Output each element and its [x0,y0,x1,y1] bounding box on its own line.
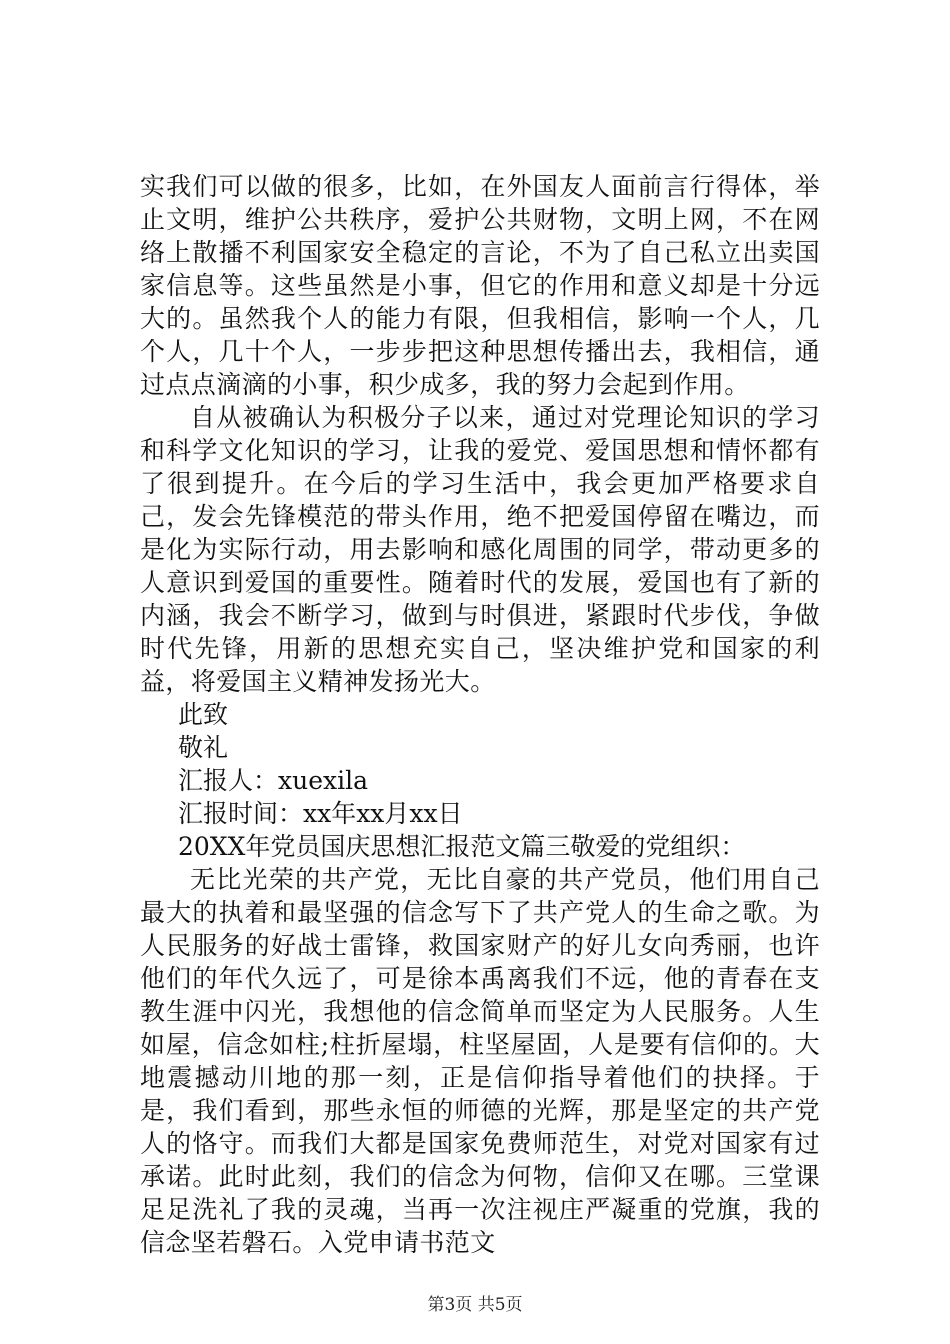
report-time-line: 汇报时间：xx年xx月xx日 [178,799,463,828]
page-footer [0,1290,950,1315]
paragraph-continued: 实我们可以做的很多，比如，在外国友人面前言行得体，举止文明，维护公共秩序，爱护公共财物，文明上网，不在网络上散播不利国家安全稳定的言论，不为了自己私立出卖国家信息等。这些虽然是小事，但它的作用和意义却是十分远大的。虽然我个人的能力有限，但我相信，影响一个人，几个人，几十个人，一步步把这种思想传播出去，我相信，通过点点滴滴的小事，积少成多，我的努力会起到作用。 [140,172,820,399]
paragraph-party-faith: 无比光荣的共产党，无比自豪的共产党员，他们用自己最大的执着和最坚强的信念写下了共产党人的生命之歌。为人民服务的好战士雷锋，救国家财产的好儿女向秀丽，也许他们的年代久远了，可是徐本禹离我们不远，他的青春在支教生涯中闪光，我想他的信念简单而坚定为人民服务。人生如屋，信念如柱;柱折屋塌，柱坚屋固，人是要有信仰的。大地震撼动川地的那一刻，正是信仰指导着他们的抉择。于是，我们看到，那些永恒的师德的光辉，那是坚定的共产党人的恪守。而我们大都是国家免费师范生，对党对国家有过承诺。此时此刻，我们的信念为何物，信仰又在哪。三堂课足足洗礼了我的灵魂，当再一次注视庄严凝重的党旗，我的信念坚若磐石。入党申请书范文 [140,865,820,1257]
next-section-title: 20XX年党员国庆思想汇报范文篇三敬爱的党组织： [178,832,746,861]
reporter-line: 汇报人：xuexila [178,766,368,795]
closing-salutation: 此致 [178,700,229,729]
closing-regards: 敬礼 [178,733,229,762]
paragraph-activist: 自从被确认为积极分子以来，通过对党理论知识的学习和科学文化知识的学习，让我的爱党、爱国思想和情怀都有了很到提升。在今后的学习生活中，我会更加严格要求自己，发会先锋模范的带头作用，绝不把爱国停留在嘴边，而是化为实际行动，用去影响和感化周围的同学，带动更多的人意识到爱国的重要性。随着时代的发展，爱国也有了新的内涵，我会不断学习，做到与时俱进，紧跟时代步伐，争做时代先锋，用新的思想充实自己，坚决维护党和国家的利益，将爱国主义精神发扬光大。 [140,403,820,696]
page-indicator: 第3页 共5页 [427,1295,523,1315]
document-body [140,170,820,1259]
